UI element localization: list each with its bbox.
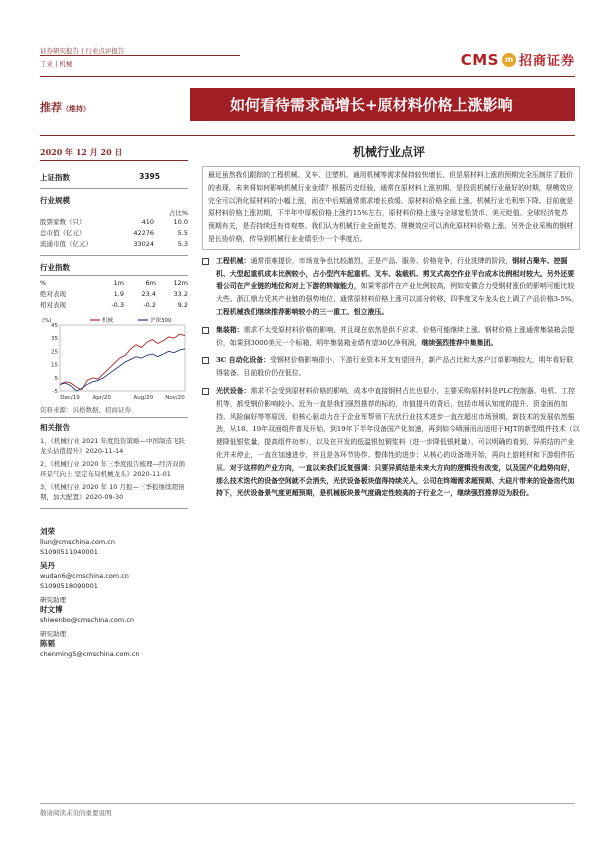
bullet-square-icon <box>202 357 209 364</box>
date-rule <box>40 160 188 161</box>
x-tick-label: Dec/19 <box>60 395 80 401</box>
analyst-id: S1090518090001 <box>40 582 98 590</box>
report-subtitle: 机械行业点评 <box>353 145 426 159</box>
main-content <box>202 166 580 500</box>
rating-sub: （维持） <box>62 104 90 113</box>
title-rule <box>40 135 575 136</box>
y-tick-label: 25 <box>51 349 58 356</box>
sidebar <box>40 172 192 663</box>
analyst-card <box>40 629 188 659</box>
summary-box <box>202 166 580 250</box>
analyst-email[interactable]: wudan6@cmschina.com.cn <box>40 572 129 580</box>
header-rule <box>40 76 575 77</box>
legend-label: 机械 <box>102 318 114 324</box>
related-report-link[interactable]: 1、《机械行业 2021 年度投资策略—中国制造飞跃 龙头估值提升》2020-11-14 <box>40 437 192 455</box>
analyst-email[interactable]: shiwenbo@cmschina.com.cn <box>40 616 134 624</box>
scale-table <box>40 217 188 250</box>
bullet-item <box>202 354 580 380</box>
perf-table <box>40 278 188 311</box>
report-date: 2020 年 12 月 20 日 <box>40 147 123 157</box>
rating-label: 推荐 <box>40 101 62 114</box>
y-tick-label: -5 <box>52 389 58 395</box>
footer-note: 敬请阅读末页的重要说明 <box>40 809 112 817</box>
bullet-text-2: 如果零部件在产业比例较高，例如安徽合力受钢材涨价的影响可能比较大些。浙江鼎力凭其产业链的强势地位，通常原材料价格上涨可以部分转移，四季度叉车龙头也上调了产品价格3-5%。 <box>216 282 579 304</box>
bullet-emphasis: 继续强烈推荐中集集团。 <box>421 338 498 347</box>
index-chart <box>40 315 188 403</box>
title-bar <box>40 88 575 121</box>
scale-row: 总市值（亿元） 42276 5.5 <box>40 229 188 237</box>
series-line-machinery <box>60 334 185 390</box>
analyst-name: 时文博 <box>40 605 63 614</box>
header-divider <box>40 55 240 56</box>
bullet-emphasis: 钢材占聚车、挖掘机、大型起重机成本比例较小，占小型汽车起重机、叉车、装载机、剪叉式高空作业平台成本比例相对较大。另外还要看公司在产业链的地位和对上下游的转嫁能力， <box>216 256 575 291</box>
chart-frame <box>60 325 185 391</box>
cms-logo: CMS m 招商证券 <box>460 50 575 69</box>
report-title: 如何看待需求高增长+原材料价格上涨影响 <box>230 96 513 114</box>
analyst-role: 研究助理 <box>40 630 66 638</box>
perf-row: 绝对表现 1.9 23.4 33.2 <box>40 290 188 298</box>
analyst-name: 陈韬 <box>40 639 55 648</box>
analyst-email[interactable]: chenming5@cmschina.com.cn <box>40 650 140 658</box>
bullet-list <box>202 255 580 500</box>
bullet-item <box>202 385 580 500</box>
analyst-card <box>40 561 188 591</box>
rating <box>40 99 90 115</box>
legend-label: 沪深300 <box>150 318 172 324</box>
bullet-head: 3C 自动化设备： <box>216 356 271 365</box>
scale-row: 流通市值（亿元） 33024 5.3 <box>40 240 188 248</box>
industry-label: 工业 | 机械 <box>40 60 73 68</box>
bullet-square-icon <box>202 388 209 395</box>
analyst-name: 刘荣 <box>40 527 55 536</box>
y-tick-label: 45 <box>51 323 58 329</box>
bullet-square-icon <box>202 327 209 334</box>
perf-header-row: % 1m 6m 12m <box>40 279 188 287</box>
chart-source: 资料来源：贝格数据、招商证券 <box>40 406 131 414</box>
bullet-head: 集装箱： <box>216 325 244 334</box>
bullet-text: 受钢材价格影响很小，下游行业资本开支有望回升，新产品占比和大客户订单影响较大，明年看好联得装备，目前股价仍在低位。 <box>216 356 574 378</box>
index-chart-svg <box>40 315 188 403</box>
perf-row: 相对表现 -0.3 -0.2 9.2 <box>40 301 188 309</box>
bullet-text: 通常很难提价，市场竞争也比较激烈，正是产品、服务、价格竞争，行业洗牌的阶段， <box>250 256 513 265</box>
related-report-link[interactable]: 2、《机械行业 2020 年三季度报告梳理—经济双循环景气向上 坚定布局机械龙头》2020-11-01 <box>40 460 186 478</box>
x-tick-label: Apr/20 <box>92 395 111 401</box>
perf-title: 行业指数 <box>40 263 70 272</box>
logo-mark-icon: m <box>502 53 516 67</box>
analyst-card <box>40 595 188 625</box>
related-list <box>40 436 192 502</box>
index-row: 上证指数 3395 <box>40 172 160 182</box>
y-axis-unit: (%) <box>42 318 52 324</box>
footer-rule <box>40 803 575 804</box>
bullet-head: 工程机械： <box>216 256 251 265</box>
bullet-emphasis: 对于这样的产业方向，一直以来我们反复强调：只要异质结是未来大方向的逻辑没有改变，以及国产化趋势向好，那么技术迭代的设备空间就不会消失，光伏设备板块值得持续关入，公司在终端需求超预期、大硅片带来的设备迭代加持下，光伏设备景气度更超预期，是机械板块景气度确定性较高的子行业之一，继续强烈推荐迈为股份。 <box>216 463 575 498</box>
x-tick-label: Nov/20 <box>165 395 185 401</box>
bullet-emphasis-2: 工程机械我们继续推荐影响较小的三一重工、恒立液压。 <box>216 307 389 316</box>
analyst-list <box>40 527 188 659</box>
y-tick-label: 35 <box>51 336 58 343</box>
series-line-csi300 <box>60 349 185 391</box>
x-tick-label: Aug/20 <box>133 395 154 401</box>
bullet-item <box>202 324 580 350</box>
bullet-text: 需求不会受到原材料价格的影响，成本中直接钢材占比也很小，主要采购原材料是PLC控制器、电机、工控机等，都受钢价影响较小。近为一直是我们强烈推荐的标的，市值提升的背后，包括市场认知度的提升、资金面的加持、风险偏好等等原因，但核心驱动力在于企业军帮领下光伏行业技术进步一直在超出市场预期，新技术的发展依然强劲，从18、19年双面组件普及开始，到19年下半年设备国产化加速，再到如今喷涌而出适用于HJT的新型组件技术（以便降低银浆量，提高组件功率），以及在开发的低温银包铜浆料（进一步降低银耗量），可以明确的看到，异质结的产业化并未停止，一直在加速进步，并且是各环节协作、整体性的进步；从核心的设备端开始，再向上游耗材和下游组件拓展。 <box>216 386 580 472</box>
related-report-link[interactable]: 3、《机械行业 2020 年 10 月报—三季报继续超预期，加大配置》2020-09-30 <box>40 483 185 501</box>
scale-header: 占比% <box>168 209 188 217</box>
analyst-role: 研究助理 <box>40 596 66 604</box>
y-tick-label: 15 <box>51 362 58 369</box>
analyst-name: 吴丹 <box>40 561 55 570</box>
analyst-card <box>40 527 188 557</box>
related-title: 相关报告 <box>40 423 70 432</box>
bullet-text: 需求不太受原材料价格的影响，并且现在依然是供不应求，价格可能继续上涨。钢材价格上涨通常集装箱会提价，如果到3000美元一个标箱，明年集装箱业绩有望30亿净利润， <box>216 325 575 347</box>
bullet-square-icon <box>202 258 209 265</box>
bullet-head: 光伏设备： <box>216 386 251 395</box>
analyst-id: S1090511040001 <box>40 548 98 556</box>
analyst-email[interactable]: liun@cmschina.com.cn <box>40 538 115 546</box>
scale-title: 行业规模 <box>40 196 70 205</box>
bullet-item <box>202 255 580 319</box>
y-tick-label: 5 <box>54 375 58 382</box>
report-type: 证券研究报告 | 行业点评报告 <box>40 47 125 55</box>
scale-row: 股票家数（只） 410 10.0 <box>40 218 188 226</box>
summary-text: 最近虽然我们跟踪的工程机械、叉车、注塑机、通用机械等需求保持较快增长，但是原材料上涨的预期完全压制住了股价的表现，未来将如何影响机械行业业绩？根据历史经验，通常在原材料上涨初期，是投资机械行业最好的时期，规模效应完全可以消化原材料的小幅上涨，而在中后期通常需求增长放缓、原材料价格全面上涨，机械行业毛利率下降。目前就是原材料价格上涨初期，下半年中厚板价格上涨约15%左右，原材料价格上涨与全球宽松货币、美元贬值、全球经济复苏预期有关，是否持续还有待观察。我们认为机械行业全面复苏，规模效应可以消化原材料价格上涨，另外企业采购的钢材是长协价格，传导到机械行业业绩至少一个季度后。 <box>208 171 574 243</box>
